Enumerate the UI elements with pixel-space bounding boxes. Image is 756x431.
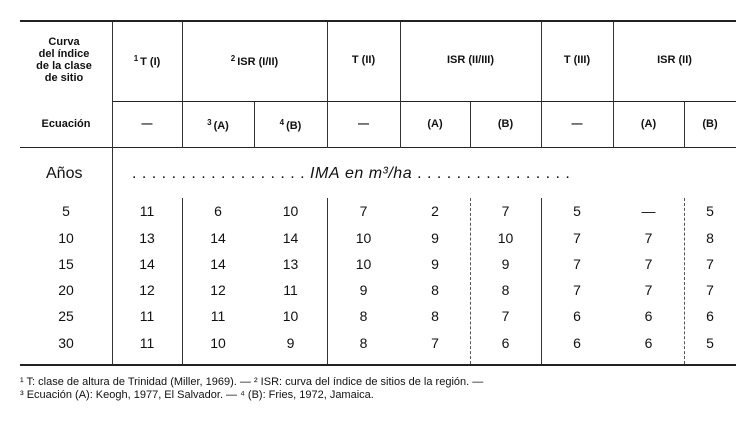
table-cell: 5 xyxy=(573,203,581,219)
ecuacion-value: $^3$ (A) xyxy=(207,118,229,132)
table-cell: 14 xyxy=(282,230,299,246)
table-cell: 6 xyxy=(644,335,653,351)
table-cell: 6 xyxy=(214,203,222,219)
ecuacion-value: — xyxy=(571,118,583,130)
table-cell: 14 xyxy=(210,230,226,246)
table-cell: 7 xyxy=(644,230,653,246)
table-cell: 10 xyxy=(282,203,299,219)
group-header-isr1: $^2$ ISR (I/II) xyxy=(230,54,279,68)
table-cell: 11 xyxy=(139,308,155,324)
table-cell: 9 xyxy=(501,256,510,272)
year-cell: 5 xyxy=(62,203,70,219)
top-rule xyxy=(20,20,736,22)
table-cell: 10 xyxy=(355,230,372,246)
table-cell: 11 xyxy=(283,282,298,298)
table-cell: 8 xyxy=(706,230,714,246)
table-cell: 11 xyxy=(139,203,155,219)
stub-header xyxy=(18,36,110,84)
table-cell: 7 xyxy=(431,335,439,351)
en-label: en xyxy=(344,165,364,182)
table-cell: 2 xyxy=(431,203,439,219)
table-cell: 7 xyxy=(573,230,581,246)
group-header-t2: T (II) xyxy=(351,54,376,66)
table-cell: 6 xyxy=(501,335,510,351)
ecuacion-value: (A) xyxy=(427,118,443,130)
bottom-rule xyxy=(20,364,736,366)
table-cell: 12 xyxy=(210,282,226,298)
table-cell: 9 xyxy=(286,335,295,351)
table-cell: 5 xyxy=(706,335,714,351)
year-cell: 20 xyxy=(58,282,74,298)
table-cell: 8 xyxy=(431,282,439,298)
table-cell: 7 xyxy=(644,256,653,272)
year-cell: 30 xyxy=(58,335,74,351)
ecuacion-value: — xyxy=(141,118,153,130)
stub-line-2: del índice xyxy=(38,48,90,60)
group-header-t1: $^1$ T (I) xyxy=(133,54,161,68)
table-cell: 12 xyxy=(139,282,155,298)
table-cell: 10 xyxy=(282,308,299,324)
table-cell: 7 xyxy=(501,203,510,219)
table-cell: 6 xyxy=(573,308,581,324)
table-cell: 7 xyxy=(359,203,368,219)
group-header-t3: T (III) xyxy=(563,54,591,66)
table-cell: 9 xyxy=(359,282,368,298)
table-cell: 13 xyxy=(282,256,299,272)
unit-label: m³/ha xyxy=(368,165,413,182)
table-cell: 10 xyxy=(210,335,226,351)
table-cell: — xyxy=(641,203,656,219)
group-header-isr2: ISR (II/III) xyxy=(446,54,495,66)
table-cell: 7 xyxy=(706,256,714,272)
table-cell: 7 xyxy=(706,282,714,298)
table-cell: 13 xyxy=(139,230,155,246)
table-cell: 14 xyxy=(210,256,226,272)
table-cell: 8 xyxy=(359,308,368,324)
table-cell: 11 xyxy=(210,308,226,324)
table-cell: 6 xyxy=(644,308,653,324)
table-cell: 5 xyxy=(706,203,714,219)
header-bottom-rule xyxy=(20,147,736,148)
table-cell: 6 xyxy=(573,335,581,351)
table-cell: 10 xyxy=(497,230,514,246)
ecuacion-value: (B) xyxy=(702,118,718,130)
table-cell: 9 xyxy=(431,256,439,272)
ecuacion-value: — xyxy=(358,118,369,130)
stub-line-1: Curva xyxy=(48,36,80,48)
ecuacion-value: (B) xyxy=(497,118,514,130)
stub-line-3: de la clase xyxy=(36,60,92,72)
year-cell: 25 xyxy=(58,308,74,324)
dots-left: . . . . . . . . . . . . . . . . . . xyxy=(132,165,306,182)
dots-right: . . . . . . . . . . . . . . . . xyxy=(417,165,571,182)
table-cell: 8 xyxy=(501,282,510,298)
ima-label: IMA xyxy=(310,165,340,182)
table-cell: 8 xyxy=(431,308,439,324)
anos-label: Años xyxy=(46,165,83,182)
header-group-rule xyxy=(112,101,736,102)
ecuacion-label: Ecuación xyxy=(41,118,91,130)
group-header-isr3: ISR (II) xyxy=(657,54,692,66)
ima-units-label xyxy=(132,165,570,183)
table-cell: 10 xyxy=(355,256,372,272)
stub-line-4: de sitio xyxy=(44,72,84,84)
table-cell: 9 xyxy=(431,230,439,246)
table-cell: 14 xyxy=(139,256,155,272)
ecuacion-value: $^4$ (B) xyxy=(279,118,302,132)
footnote-line-2: ³ Ecuación (A): Keogh, 1977, El Salvador. — ⁴ (B): Fries, 1972, Jamaica. xyxy=(20,389,374,401)
year-cell: 15 xyxy=(58,256,74,272)
table-cell: 8 xyxy=(359,335,368,351)
table-cell: 11 xyxy=(139,335,155,351)
ecuacion-value: (A) xyxy=(640,118,657,130)
table-cell: 7 xyxy=(644,282,653,298)
footnote-line-1: ¹ T: clase de altura de Trinidad (Miller, 1969). — ² ISR: curva del índice de sitios de la región. — xyxy=(20,376,484,388)
table-cell: 7 xyxy=(501,308,510,324)
table-cell: 7 xyxy=(573,256,581,272)
table-cell: 7 xyxy=(573,282,581,298)
table-cell: 6 xyxy=(706,308,714,324)
year-cell: 10 xyxy=(58,230,74,246)
